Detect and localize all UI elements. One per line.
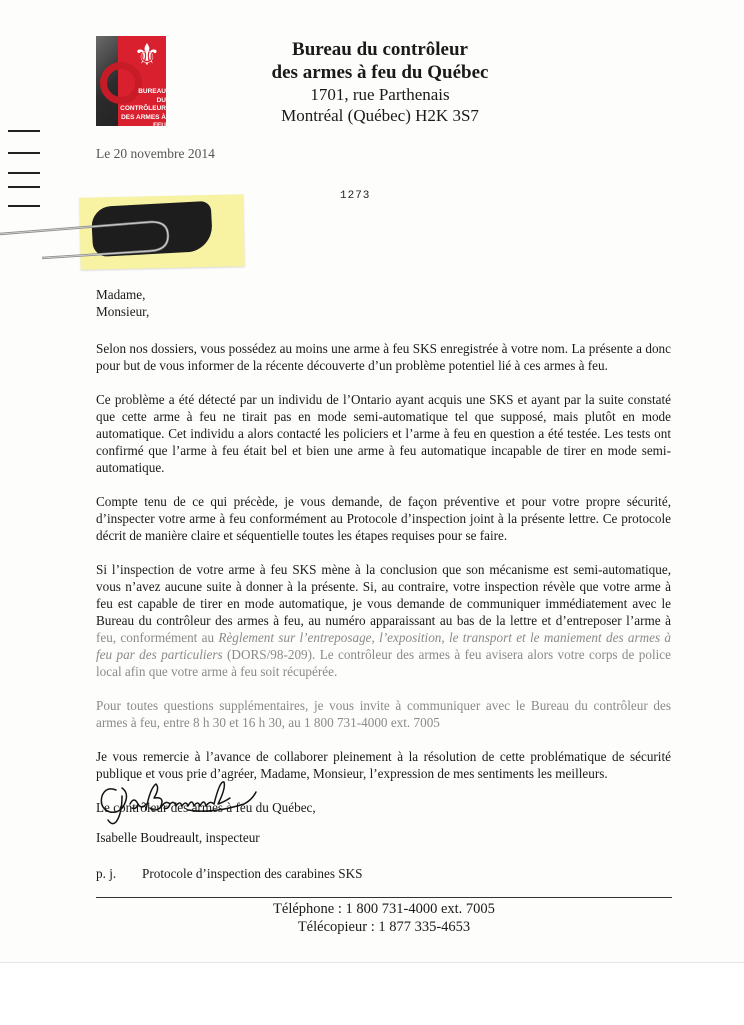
- enclosure-text: Protocole d’inspection des carabines SKS: [142, 866, 363, 881]
- binder-mark: [8, 205, 40, 207]
- paragraph: Selon nos dossiers, vous possédez au moins une arme à feu SKS enregistrée à votre nom. La présente a donc pour but de vous informer de la récente découverte d’un problème potentiel lié à ces armes à feu.: [96, 341, 671, 373]
- scan-margin: [0, 962, 744, 1025]
- reference-number: 1273: [340, 190, 371, 202]
- footer-fax: Télécopieur : 1 877 335-4653: [297, 919, 471, 935]
- enclosure-line: [96, 866, 362, 882]
- binder-mark: [8, 186, 40, 188]
- letter-date: Le 20 novembre 2014: [96, 146, 215, 161]
- footer-divider: [96, 897, 672, 898]
- paragraph-text: feu, conformément au: [96, 630, 219, 645]
- paragraph-text: (DORS/98-209). Le contrôleur des armes à feu avisera alors votre corps de police local afin que votre arme à feu soit récupérée.: [96, 647, 671, 679]
- paragraph: [96, 561, 671, 680]
- salutation: [96, 286, 671, 320]
- letterhead-title-line1: Bureau du contrôleur: [292, 39, 468, 60]
- letterhead-title-line2: des armes à feu du Québec: [271, 62, 489, 83]
- letter-body: [96, 286, 671, 816]
- closing-line: Le contrôleur des armes à feu du Québec,: [96, 800, 316, 815]
- salutation-line2: Monsieur,: [96, 304, 150, 319]
- paragraph: Pour toutes questions supplémentaires, je vous invite à communiquer avec le Bureau du contrôleur des armes à feu, entre 8 h 30 et 16 h 30, au 1 800 731-4000 ext. 7005: [96, 698, 671, 730]
- bureau-logo: [96, 36, 166, 126]
- logo-text: BUREAU DU CONTRÔLEUR DES ARMES À FEU: [120, 88, 166, 126]
- letterhead-city: Montréal (Québec) H2K 3S7: [281, 106, 479, 125]
- letterhead-street: 1701, rue Parthenais: [310, 85, 450, 104]
- letterhead: [230, 38, 530, 126]
- paragraph-text: Si l’inspection de votre arme à feu SKS mène à la conclusion que son mécanisme est semi-automatique, vous n’avez aucune suite à donner à la présente. Si, au contraire, votre inspection révèle que votre arme à feu est capable de tirer en mode automatique, je vous demande de communiquer immédiatement avec le Bureau du contrôleur des armes à feu, au numéro apparaissant au bas de la lettre et d’entreposer l’arme à: [96, 562, 671, 628]
- paragraph: Compte tenu de ce qui précède, je vous demande, de façon préventive et pour votre propre sécurité, d’inspecter votre arme à feu conformément au Protocole d’inspection joint à la présente lettre. Ce protocole décrit de manière claire et séquentielle toutes les étapes requises pour se faire.: [96, 494, 671, 543]
- binder-mark: [8, 172, 40, 174]
- binder-mark: [8, 130, 40, 132]
- binder-mark: [8, 152, 40, 154]
- paragraph: Je vous remercie à l’avance de collaborer pleinement à la résolution de cette problématique de sécurité publique et vous prie d’agréer, Madame, Monsieur, l’expression de mes sentiments les meilleurs.: [96, 749, 671, 781]
- footer-telephone: Téléphone : 1 800 731-4000 ext. 7005: [273, 901, 495, 917]
- handwritten-signature-icon: [96, 770, 266, 830]
- salutation-line1: Madame,: [96, 287, 146, 302]
- regulation-title: Règlement sur l’entreposage, l’exposition, le transport et le maniement des armes à feu par des particuliers: [96, 630, 672, 662]
- footer-contact: [96, 900, 672, 936]
- fleur-de-lis-icon: ⚜: [133, 38, 161, 73]
- paper-clip-icon: [0, 214, 172, 260]
- enclosure-label: p. j.: [96, 866, 117, 881]
- paragraph: Ce problème a été détecté par un individu de l’Ontario ayant acquis une SKS et ayant par la suite constaté que cette arme à feu ne tirait pas en mode semi-automatique tel que supposé, mais plutôt en mode automatique. Cet individu a alors contacté les policiers et l’arme à feu en question a été testée. Les tests ont confirmé que l’arme à feu était bel et bien une arme à feu automatique incapable de tirer en mode semi-automatique.: [96, 392, 671, 475]
- signer-name: Isabelle Boudreault, inspecteur: [96, 830, 260, 845]
